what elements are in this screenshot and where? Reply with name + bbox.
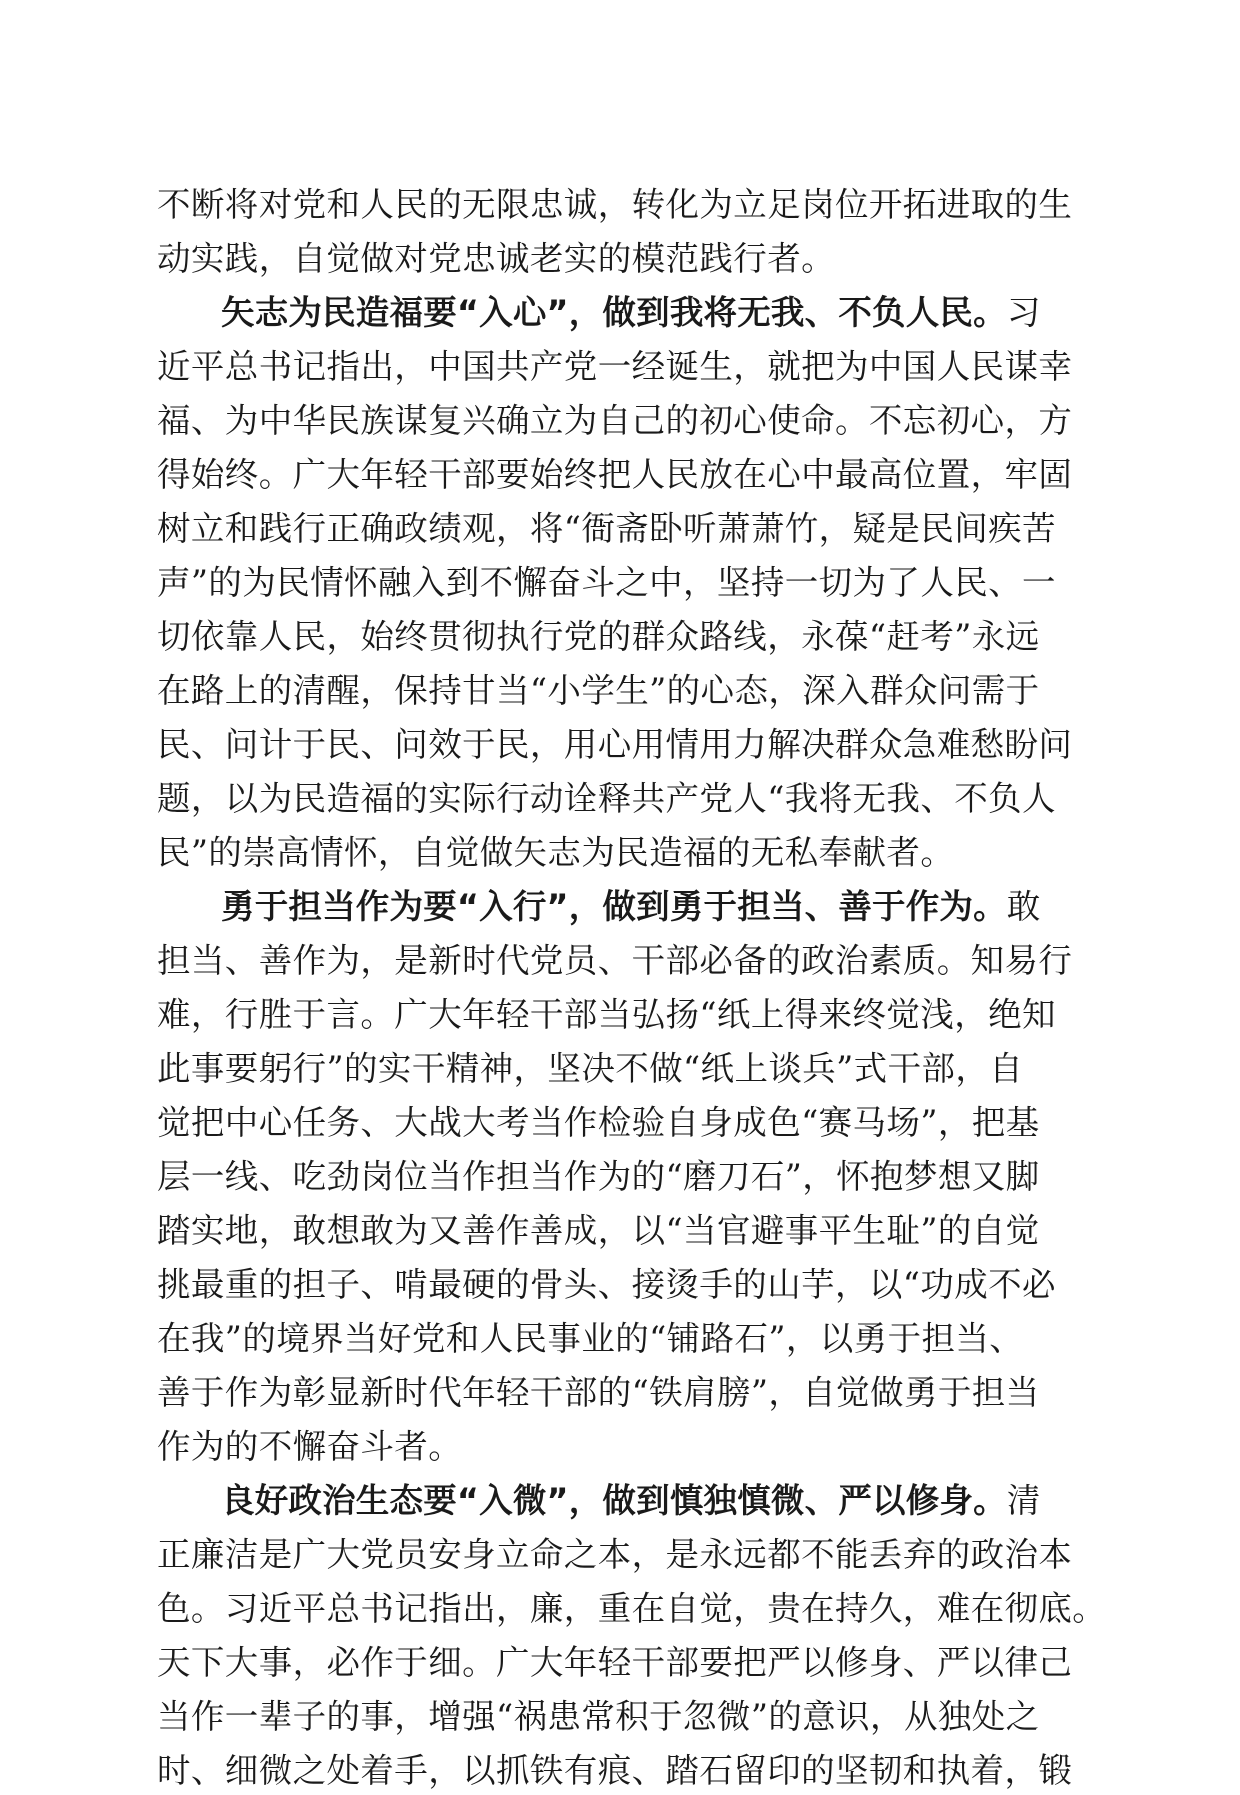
text-line: 题，以为民造福的实际行动诠释共产党人“我将无我、不负人	[157, 779, 1056, 818]
text-line: 树立和践行正确政绩观，将“衙斋卧听萧萧竹，疑是民间疾苦	[157, 509, 1056, 548]
text-line: 近平总书记指出，中国共产党一经诞生，就把为中国人民谋幸	[157, 347, 1073, 386]
text-line: 声”的为民情怀融入到不懈奋斗之中，坚持一切为了人民、一	[157, 563, 1056, 602]
paragraph-start-line	[221, 883, 1041, 931]
section-heading: 勇于担当作为要“入行”，做到勇于担当、善于作为。	[221, 887, 1007, 926]
text-line: 色。习近平总书记指出，廉，重在自觉，贵在持久，难在彻底。	[157, 1589, 1107, 1628]
text-line: 正廉洁是广大党员安身立命之本，是永远都不能丢弃的政治本	[157, 1535, 1073, 1574]
text-line: 民”的崇高情怀，自觉做矢志为民造福的无私奉献者。	[157, 833, 955, 872]
text-line: 福、为中华民族谋复兴确立为自己的初心使命。不忘初心，方	[157, 401, 1073, 440]
section-heading: 良好政治生态要“入微”，做到慎独慎微、严以修身。	[221, 1481, 1007, 1520]
text-line: 当作一辈子的事，增强“祸患常积于忽微”的意识，从独处之	[157, 1697, 1040, 1736]
text-line: 担当、善作为，是新时代党员、干部必备的政治素质。知易行	[157, 941, 1073, 980]
text-line: 踏实地，敢想敢为又善作善成，以“当官避事平生耻”的自觉	[157, 1211, 1040, 1250]
text-line: 得始终。广大年轻干部要始终把人民放在心中最高位置，牢固	[157, 455, 1073, 494]
text-line: 时、细微之处着手，以抓铁有痕、踏石留印的坚韧和执着，锻	[157, 1751, 1073, 1790]
text-fragment: 敢	[1006, 887, 1041, 926]
text-line: 作为的不懈奋斗者。	[157, 1427, 463, 1466]
text-fragment: 清	[1006, 1481, 1041, 1520]
text-line: 善于作为彰显新时代年轻干部的“铁肩膀”，自觉做勇于担当	[157, 1373, 1040, 1412]
text-line: 难，行胜于言。广大年轻干部当弘扬“纸上得来终觉浅，绝知	[157, 995, 1056, 1034]
text-line: 在路上的清醒，保持甘当“小学生”的心态，深入群众问需于	[157, 671, 1040, 710]
text-fragment: 习	[1006, 293, 1041, 332]
paragraph-start-line	[221, 289, 1041, 337]
section-heading: 矢志为民造福要“入心”，做到我将无我、不负人民。	[221, 293, 1007, 332]
paragraph-start-line	[221, 1477, 1041, 1525]
text-line: 在我”的境界当好党和人民事业的“铺路石”，以勇于担当、	[157, 1319, 1024, 1358]
text-line: 不断将对党和人民的无限忠诚，转化为立足岗位开拓进取的生	[157, 185, 1073, 224]
document-page	[157, 0, 1107, 1790]
text-line: 此事要躬行”的实干精神，坚决不做“纸上谈兵”式干部，自	[157, 1049, 1024, 1088]
text-line: 层一线、吃劲岗位当作担当作为的“磨刀石”，怀抱梦想又脚	[157, 1157, 1040, 1196]
text-line: 民、问计于民、问效于民，用心用情用力解决群众急难愁盼问	[157, 725, 1073, 764]
text-line: 挑最重的担子、啃最硬的骨头、接烫手的山芋，以“功成不必	[157, 1265, 1056, 1304]
text-line: 动实践，自觉做对党忠诚老实的模范践行者。	[157, 239, 835, 278]
text-line: 觉把中心任务、大战大考当作检验自身成色“赛马场”，把基	[157, 1103, 1040, 1142]
text-line: 切依靠人民，始终贯彻执行党的群众路线，永葆“赶考”永远	[157, 617, 1040, 656]
text-line: 天下大事，必作于细。广大年轻干部要把严以修身、严以律己	[157, 1643, 1073, 1682]
